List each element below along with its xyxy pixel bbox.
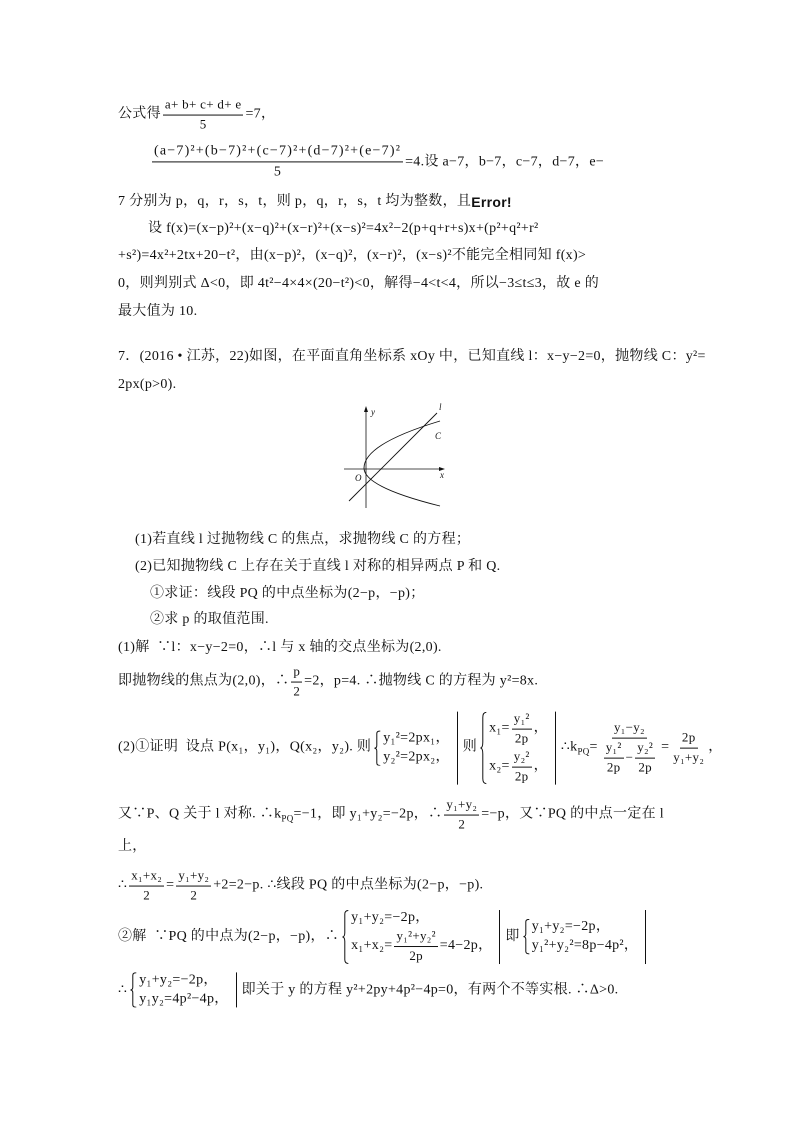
text-run: 即抛物线的焦点为(2,0)，∴ — [118, 673, 290, 689]
question-1 — [135, 532, 470, 548]
system-row — [351, 929, 492, 964]
solution-line-2 — [118, 665, 538, 700]
text-run: 则 — [462, 739, 478, 755]
text-run: =4.设 a−7，b−7，c−7，d−7，e− — [405, 153, 605, 169]
system-row: y₁y₂=4p²−4p， — [139, 991, 229, 1007]
text-run: (2)①证明 设点 P(x₁，y₁)，Q(x₂，y₂). 则 — [118, 739, 372, 755]
subscript: PQ — [281, 813, 294, 824]
fraction — [129, 869, 164, 904]
fraction — [671, 731, 706, 766]
text-run: 即 — [505, 928, 520, 944]
system-row: y₁+y₂=−2p， — [139, 972, 218, 988]
fraction-denominator: 5 — [273, 164, 282, 180]
y-axis-arrow — [364, 406, 368, 412]
fraction-denominator: 2 — [143, 887, 151, 903]
text-run: ， — [533, 721, 548, 737]
fraction-denominator: 2p — [638, 759, 652, 775]
left-brace — [480, 712, 487, 785]
y-axis-label: y — [371, 407, 375, 417]
equation-system — [130, 972, 228, 1007]
text-run: 7 分别为 p，q，r，s，t，则 p，q，r，s，t 均为整数，且 — [118, 193, 472, 209]
text-run: ②求 p 的取值范围. — [150, 611, 269, 627]
fraction — [512, 712, 532, 747]
question-2-part-1 — [150, 586, 425, 602]
left-brace — [342, 910, 349, 964]
text-run: x₁+x₂= — [351, 938, 393, 954]
text-run: (1)解 ∵l：x−y−2=0，∴l 与 x 轴的交点坐标为(2,0). — [118, 639, 442, 655]
text-run: ①求证：线段 PQ 的中点坐标为(2−p，−p)； — [150, 585, 425, 601]
system-closing-bar — [236, 972, 237, 1007]
text-run: 设 f(x)=(x−p)²+(x−q)²+(x−r)²+(x−s)²=4x²−2(p+q+r+s)x+(p²+q²+r² — [148, 220, 539, 236]
system-rows — [137, 972, 228, 1007]
curve-c-label: C — [435, 431, 442, 441]
fraction-denominator: 2 — [190, 887, 198, 903]
left-brace — [374, 730, 381, 765]
system-rows — [487, 712, 548, 785]
solution-line-5 — [118, 839, 147, 855]
text-run: ， — [533, 758, 548, 774]
system-row: y₁+y₂=−2p， — [531, 919, 611, 935]
fraction — [512, 750, 532, 785]
text-run: =4−2p， — [439, 938, 493, 954]
problem-statement-line-1 — [118, 349, 706, 365]
fraction-denominator: 2p — [606, 759, 621, 775]
equation-system — [523, 919, 639, 954]
system-closing-bar — [555, 712, 556, 785]
fraction — [635, 741, 655, 776]
fraction-numerator: (a−7)²+(b−7)²+(c−7)²+(d−7)²+(e−7)² — [152, 143, 403, 162]
slope-fraction — [600, 721, 659, 776]
equation-system — [480, 712, 548, 785]
solution-line-1 — [118, 640, 442, 656]
system-rows — [349, 910, 492, 964]
fraction-numerator: x₁+x₂ — [129, 869, 164, 887]
fraction-denominator: y₁+y₂ — [673, 749, 705, 765]
text-run: ∴k — [560, 739, 578, 755]
fraction-numerator: y₁+y₂ — [444, 798, 479, 816]
text-run: = — [661, 739, 670, 755]
solution-line-4 — [118, 798, 664, 833]
text-run: (2)已知抛物线 C 上存在关于直线 l 对称的相异两点 P 和 Q. — [135, 558, 501, 574]
fraction-denominator: 2p — [409, 948, 423, 964]
fraction-numerator: y₁²+y₂² — [394, 929, 437, 947]
question-2 — [135, 559, 500, 575]
text-run: +s²)=4x²+2tx+20−t²，由(x−p)²，(x−q)²，(x−r)²，(x−s)²不能完全相同知 f(x)> — [118, 247, 587, 263]
fraction — [394, 929, 437, 964]
fraction-denominator — [600, 739, 659, 776]
text-run: x₂= — [489, 758, 510, 774]
equation-system — [342, 910, 492, 964]
text-run: (1)若直线 l 过抛物线 C 的焦点，求抛物线 C 的方程； — [135, 531, 471, 547]
text-run: ， — [708, 739, 723, 755]
fraction-denominator: 2p — [514, 768, 529, 784]
fraction-numerator: p — [291, 665, 302, 683]
prev-solution-line-1 — [118, 98, 275, 133]
prev-solution-line-7 — [118, 304, 197, 320]
fraction-denominator: 2 — [293, 683, 301, 699]
fraction — [163, 98, 244, 133]
system-row: y₁²+y₂²=8p−4p²， — [531, 938, 639, 954]
text-run: ②解 ∵PQ 的中点为(2−p，−p)，∴ — [118, 928, 340, 944]
solution-line-3 — [118, 712, 723, 785]
fraction — [176, 869, 211, 904]
text-run: =7， — [245, 106, 276, 122]
coordinate-figure — [340, 402, 452, 510]
fraction-denominator: 2 — [458, 816, 466, 832]
x-axis-label: x — [440, 470, 444, 480]
text-run: =2，p=4. ∴抛物线 C 的方程为 y²=8x. — [304, 673, 539, 689]
prev-solution-line-2 — [150, 143, 604, 180]
text-run: 7．(2016 • 江苏，22)如图，在平面直角坐标系 xOy 中，已知直线 l：x−y−2=0，抛物线 C：y²= — [118, 348, 706, 364]
prev-solution-line-4 — [148, 221, 539, 237]
fraction-numerator: y₂² — [635, 741, 655, 759]
fraction-numerator: y₁² — [604, 741, 624, 759]
prev-solution-line-3 — [118, 194, 512, 210]
fraction-denominator: 2p — [514, 730, 529, 746]
text-run: − — [625, 749, 634, 765]
fraction-numerator: a+ b+ c+ d+ e — [163, 98, 244, 116]
system-closing-bar — [645, 910, 646, 964]
equation-system — [374, 730, 450, 765]
solution-line-6 — [118, 869, 483, 904]
solution-line-8 — [118, 972, 618, 1007]
text-run: = — [589, 739, 598, 755]
line-l — [349, 413, 437, 501]
text-run: 上， — [118, 838, 147, 854]
system-closing-bar — [499, 910, 500, 964]
question-2-part-2 — [150, 612, 269, 628]
text-run: 0，则判别式 Δ<0，即 4t²−4×4×(20−t²)<0，解得−4<t<4，所以−3≤t≤3，故 e 的 — [118, 275, 600, 291]
system-row: y₂²=2px₂， — [383, 749, 450, 765]
fraction-numerator: y₁−y₂ — [612, 721, 647, 739]
fraction-numerator: 2p — [680, 731, 698, 749]
origin-label: O — [355, 473, 362, 483]
fraction — [152, 143, 403, 180]
left-brace — [523, 919, 530, 954]
fraction — [444, 798, 479, 833]
system-rows — [530, 919, 639, 954]
text-run: 即关于 y 的方程 y²+2py+4p²−4p=0，有两个不等实根. ∴Δ>0. — [241, 981, 619, 997]
fraction-denominator: 5 — [199, 116, 207, 132]
problem-statement-line-2 — [118, 377, 176, 393]
prev-solution-line-6 — [118, 276, 599, 292]
text-run: ∴ — [118, 877, 128, 893]
system-row: y₁+y₂=−2p， — [351, 910, 430, 926]
line-l-label: l — [439, 402, 442, 412]
parabola-c — [364, 421, 440, 506]
text-run: =−1，即 y₁+y₂=−2p，∴ — [293, 806, 443, 822]
text-run: 公式得 — [118, 106, 161, 122]
fraction — [604, 741, 624, 776]
fraction-numerator: y₁² — [512, 712, 532, 730]
system-row — [489, 712, 548, 747]
text-run: +2=2−p. ∴线段 PQ 的中点坐标为(2−p，−p). — [213, 877, 484, 893]
fraction — [291, 665, 302, 700]
fraction-numerator: y₂² — [512, 750, 532, 768]
text-run: =−p，又∵PQ 的中点一定在 l — [481, 806, 664, 822]
prev-solution-line-5 — [118, 248, 586, 264]
system-row — [489, 750, 548, 785]
text-run: 最大值为 10. — [118, 303, 198, 319]
text-run: 2px(p>0). — [118, 376, 177, 392]
subscript: PQ — [577, 746, 590, 757]
system-rows — [381, 730, 450, 765]
text-run: x₁= — [489, 721, 510, 737]
text-run: ∴ — [118, 981, 128, 997]
text-run: = — [166, 877, 175, 893]
left-brace — [130, 972, 137, 1007]
fraction-numerator: y₁+y₂ — [176, 869, 211, 887]
text-run: 又∵P、Q 关于 l 对称. ∴k — [118, 806, 282, 822]
error-text: Error! — [471, 193, 512, 210]
solution-line-7 — [118, 910, 651, 964]
system-closing-bar — [457, 712, 458, 785]
system-row: y₁²=2px₁， — [383, 730, 450, 746]
